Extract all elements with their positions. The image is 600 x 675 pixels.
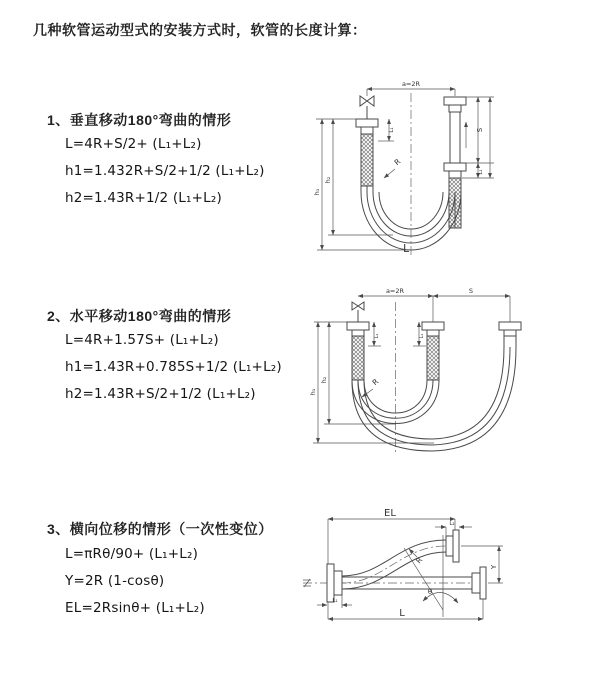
dim-span-label: a=2R <box>385 287 405 295</box>
section1-formula-h1: h1=1.432R+S/2+1/2 (L₁+L₂) <box>65 163 265 179</box>
section3-formula-L: L=πRθ/90+ (L₁+L₂) <box>65 546 199 562</box>
flange-hub-top <box>446 536 453 556</box>
flange-nut-right <box>504 330 516 336</box>
dim-span-label: a=2R <box>401 80 421 88</box>
dim-fitting-mid-label: L₁ <box>419 333 425 339</box>
flange-nut-left <box>352 330 364 336</box>
braided-hose-left <box>361 134 373 186</box>
section1-heading: 1、垂直移动180°弯曲的情形 <box>47 112 232 128</box>
valve-icon <box>360 96 374 106</box>
dim-fitting-left-label: L₁ <box>332 598 338 604</box>
dim-length-label: L <box>399 608 405 619</box>
flange-nut-middle <box>427 330 439 336</box>
radius-label: R <box>392 156 403 168</box>
flange-hub-left <box>334 571 342 595</box>
radius-label: R <box>370 376 381 388</box>
flange-nut-right-lower <box>449 171 461 178</box>
length-label: L <box>403 243 409 255</box>
section2-heading: 2、水平移动180°弯曲的情形 <box>47 308 232 324</box>
flange-nut-left <box>361 127 373 134</box>
flange-right-upper <box>444 97 466 105</box>
flange-left <box>327 564 334 602</box>
section1-formula-h2: h2=1.43R+1/2 (L₁+L₂) <box>65 190 222 206</box>
page-title: 几种软管运动型式的安装方式时，软管的长度计算： <box>33 22 367 38</box>
dim-height2-label: h₂ <box>320 376 328 384</box>
diagram-vertical-180-bend <box>300 80 560 260</box>
dim-el-label: EL <box>384 508 396 519</box>
diagram-horizontal-180-bend <box>308 285 570 457</box>
section2-formula-L: L=4R+1.57S+ (L₁+L₂) <box>65 332 219 348</box>
dim-stroke-label: S <box>468 287 474 295</box>
section3-formula-Y: Y=2R (1-cosθ) <box>65 573 165 589</box>
flange-right <box>480 567 486 599</box>
section2-formula-h2: h2=1.43R+S/2+1/2 (L₁+L₂) <box>65 386 256 402</box>
dim-height2-label: h₂ <box>324 176 332 184</box>
dim-fitting-left-label: L₁ <box>389 127 395 133</box>
dim-height1-label: h₁ <box>309 388 317 396</box>
flange-left <box>356 119 378 127</box>
flange-right <box>499 322 521 330</box>
flange-top <box>453 530 459 562</box>
section3-heading: 3、横向位移的情形（一次性变位） <box>47 521 273 537</box>
radius-label: R <box>413 555 425 566</box>
diagram-lateral-displacement <box>298 500 586 652</box>
valve-icon <box>352 302 364 310</box>
dim-fitting-left-label: L₁ <box>374 333 380 339</box>
angle-label: θ <box>427 588 433 596</box>
braided-hose-left <box>352 336 364 380</box>
section2-formula-h1: h1=1.43R+0.785S+1/2 (L₁+L₂) <box>65 359 282 375</box>
flange-middle <box>422 322 444 330</box>
section3-formula-EL: EL=2Rsinθ+ (L₁+L₂) <box>65 600 205 616</box>
flange-right-lower <box>444 163 466 171</box>
flange-hub-right <box>472 573 480 593</box>
flange-nut-right-upper <box>449 105 461 112</box>
hose-s-curve <box>342 540 446 589</box>
section1-formula-L: L=4R+S/2+ (L₁+L₂) <box>65 136 202 152</box>
dim-height1-label: h₁ <box>313 188 321 196</box>
dim-fitting-right-label: L₁ <box>478 169 484 175</box>
dim-fitting-top-label: L₂ <box>449 521 455 527</box>
braided-hose-middle <box>427 336 439 380</box>
dim-offset-label: Y <box>490 564 498 570</box>
dim-stroke-label: S <box>476 127 484 133</box>
flange-left <box>347 322 369 330</box>
